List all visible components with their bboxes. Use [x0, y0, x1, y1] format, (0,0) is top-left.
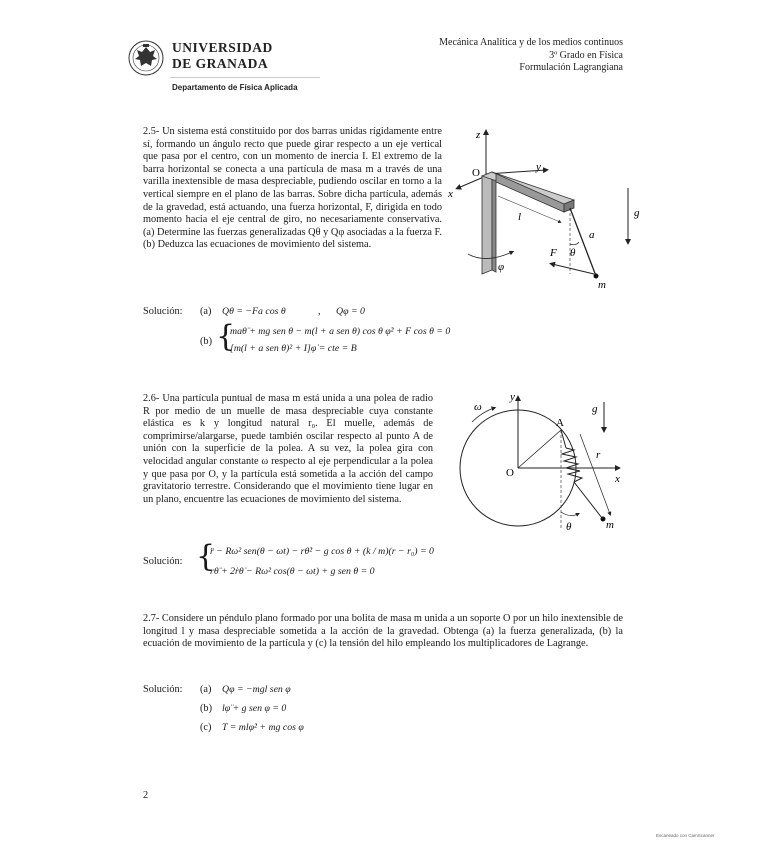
problem-2-7-eq-a: Qφ = −mgl sen φ	[222, 684, 291, 695]
problem-2-5-eq-Qtheta: Qθ = −Fa cos θ	[222, 306, 286, 317]
label-x: x	[615, 473, 620, 485]
problem-2-5-part-b-label: (b)	[200, 336, 213, 347]
label-omega: ω	[474, 401, 482, 413]
problem-2-7-statement: 2.7- Considere un péndulo plano formado por una bolita de masa m unida a un soporte O por un hilo inextensible de longitud l y masa despreciable sometida a la acción de la gravedad. Obtenga (a) la fuerza generalizada, (b) la ecuación de movimiento de la partícula y (c) la tensión del hilo empleando los multiplicadores de Lagrange.	[143, 613, 623, 650]
label-y: y	[536, 161, 541, 173]
label-y: y	[510, 391, 515, 403]
label-O: O	[472, 167, 480, 179]
label-theta: θ	[570, 247, 576, 259]
page-number: 2	[143, 790, 149, 801]
header-course-info	[380, 37, 623, 75]
header-divider	[170, 77, 320, 78]
figure-rotating-bars	[446, 124, 646, 292]
label-l: l	[518, 211, 522, 223]
problem-2-7-part-c-label: (c)	[200, 722, 212, 733]
problem-2-5-eq-b2: [m(l + a sen θ)² + I]φ̇ = cte = B	[230, 343, 357, 354]
label-theta: θ	[566, 521, 572, 533]
problem-2-7-part-a-label: (a)	[200, 684, 212, 695]
label-r: r	[596, 449, 601, 461]
label-x: x	[448, 188, 453, 200]
scanner-watermark: Escaneado con CamScanner	[656, 833, 715, 838]
mass-m	[594, 274, 599, 279]
problem-2-6-brace: {	[196, 539, 216, 574]
label-g: g	[634, 207, 640, 219]
problem-2-5-eq-Qphi: Qφ = 0	[336, 306, 365, 317]
problem-2-5-statement: 2.5- Un sistema está constituido por dos barras unidas rígidamente entre sí, formando un ángulo recto que puede girar respecto a un eje vertical que pasa por el centro, con un momento de inercia I. El extremo de la barra horizontal se conecta a una partícula de masa m a través de una varilla inextensible de masa despreciable, pudiendo oscilar en torno a la vertical siempre en el plano de las barras. Sobre dicha partícula, además de la gravedad, está actuando, una fuerza horizontal, F, dirigida en todo momento hacia el eje central de giro, no necesariamente conservativa. (a) Determine las fuerzas generalizadas Qθ y Qφ asociadas a la fuerza F. (b) Deduzca las ecuaciones de movimiento del sistema.	[143, 126, 442, 251]
label-g: g	[592, 403, 598, 415]
problem-2-6-eq1: r̈ − Rω² sen(θ − ωt) − rθ̇² − g cos θ + (k / m)(r − r₀) = 0	[210, 546, 434, 557]
label-a: a	[589, 229, 595, 241]
label-phi: φ	[498, 261, 505, 273]
problem-2-7-eq-b: lφ̈ + g sen φ = 0	[222, 703, 287, 714]
figure-pulley-spring	[458, 390, 633, 535]
label-F: F	[550, 247, 557, 259]
label-O: O	[506, 467, 514, 479]
mass-m	[601, 517, 606, 522]
university-crest-logo	[128, 38, 164, 78]
university-name-line1: UNIVERSIDAD	[172, 40, 273, 55]
course-name: Mecánica Analítica y de los medios continuos	[439, 37, 623, 48]
label-z: z	[476, 129, 481, 141]
problem-2-7-part-b-label: (b)	[200, 703, 213, 714]
department-name: Departamento de Física Aplicada	[172, 83, 298, 92]
degree-name: 3º Grado en Física	[549, 49, 623, 61]
university-name-line2: DE GRANADA	[172, 56, 269, 71]
topic-name: Formulación Lagrangiana	[519, 62, 623, 73]
label-m: m	[606, 519, 614, 531]
problem-2-5-part-a-label: (a)	[200, 306, 212, 317]
problem-2-5-solution-label: Solución:	[143, 306, 183, 317]
problem-2-5-eq-b1: maθ̈ + mg sen θ − m(l + a sen θ) cos θ φ̇² + F cos θ = 0	[230, 326, 451, 337]
problem-2-7-eq-c: T = mlφ̇² + mg cos φ	[222, 722, 304, 733]
problem-2-6-eq2: rθ̈ + 2ṙθ̇ − Rω² cos(θ − ωt) + g sen θ = 0	[210, 566, 375, 577]
problem-2-5-brace: {	[216, 319, 236, 354]
label-A: A	[556, 417, 564, 429]
problem-2-5-eq-separator: ,	[318, 306, 321, 317]
problem-2-7-solution-label: Solución:	[143, 684, 183, 695]
problem-2-6-statement: 2.6- Una partícula puntual de masa m está unida a una polea de radio R por medio de un muelle de masa despreciable cuya constante elástica es k y longitud natural r₀. El muelle, además de comprimirse/alargarse, puede también oscilar respecto al punto A de unión con la superficie de la polea. A su vez, la polea gira con velocidad angular constante ω respecto al eje perpendicular a la polea y que pasa por O, y la partícula está sometida a la acción del campo gravitatorio terrestre. Considerando que el movimiento tiene lugar en un plano, encuentre las ecuaciones de movimiento del sistema.	[143, 393, 433, 505]
label-m: m	[598, 279, 606, 291]
problem-2-6-solution-label: Solución:	[143, 556, 183, 567]
